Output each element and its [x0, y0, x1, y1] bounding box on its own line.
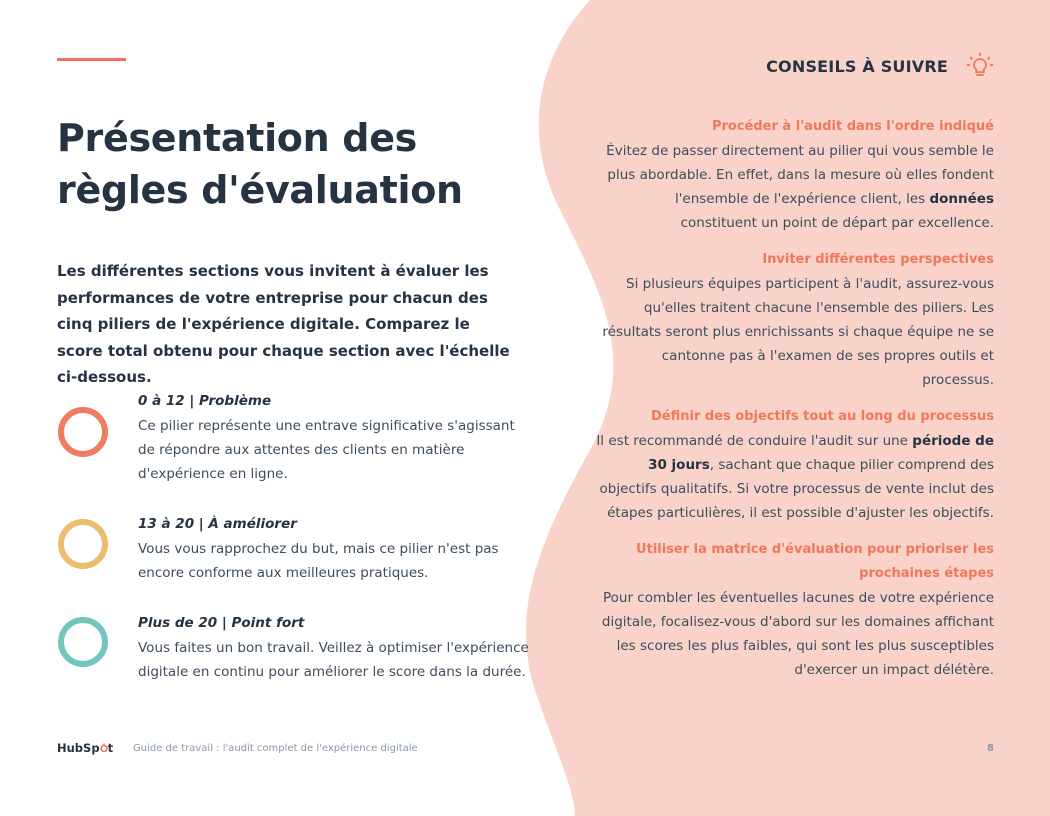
score-ring-improve — [58, 519, 108, 569]
page-title: Présentation des règles d'évaluation — [57, 116, 463, 212]
title-accent-line — [57, 58, 126, 61]
tip-emphasis: données — [929, 191, 994, 207]
page-number: 8 — [987, 743, 994, 754]
score-ring-strong — [58, 617, 108, 667]
tip-item — [596, 248, 994, 392]
tip-heading: Utiliser la matrice d'évaluation pour prioriser les prochaines étapes — [636, 542, 994, 581]
intro-paragraph: Les différentes sections vous invitent à évaluer les performances de votre entreprise pour chacun des cinq piliers de l'expérience digitale. Comparez le score total obtenu pour chaque section avec l'échelle ci-dessous. — [57, 262, 510, 386]
score-level-text: Ce pilier représente une entrave significative s'agissant de répondre aux attentes des clients en matière d'expérience en ligne. — [138, 418, 515, 482]
tip-body: Si plusieurs équipes participent à l'audit, assurez-vous qu'elles traitent chacune l'ensemble des piliers. Les résultats seront plus enrichissants si chaque équipe ne se cantonne pas à l'examen de ses propres outils et processus. — [602, 276, 994, 388]
score-level-heading: Plus de 20 | Point fort — [138, 615, 305, 631]
tip-item — [596, 115, 994, 235]
score-level-text: Vous faites un bon travail. Veillez à optimiser l'expérience digitale en continu pour améliorer le score dans la durée. — [138, 640, 529, 680]
tip-item — [596, 538, 994, 682]
hubspot-logo: HubSp t — [57, 741, 114, 755]
footer-caption: Guide de travail : l'audit complet de l'expérience digitale — [133, 743, 418, 754]
tip-item — [596, 405, 994, 525]
tip-body: Pour combler les éventuelles lacunes de votre expérience digitale, focalisez-vous d'abord sur les domaines affichant les scores les plus faibles, qui sont les plus susceptibles d'exercer un impact délétère. — [601, 590, 994, 678]
lightbulb-icon — [966, 52, 994, 80]
tip-heading: Définir des objectifs tout au long du processus — [651, 409, 994, 424]
tip-body: Évitez de passer directement au pilier qui vous semble le plus abordable. En effet, dans la mesure où elles fondent l'ensemble de l'expérience client, les données constituent un point de départ par excellence. — [606, 143, 994, 231]
score-level-heading: 0 à 12 | Problème — [138, 393, 272, 409]
score-level-strong — [138, 613, 533, 684]
tip-emphasis: période de 30 jours — [648, 433, 994, 473]
tip-heading: Inviter différentes perspectives — [762, 252, 994, 267]
score-ring-problem — [58, 407, 108, 457]
tip-heading: Procéder à l'audit dans l'ordre indiqué — [711, 119, 994, 134]
tips-title: CONSEILS À SUIVRE — [766, 56, 948, 76]
score-level-improve — [138, 514, 533, 585]
score-level-heading: 13 à 20 | À améliorer — [138, 516, 297, 532]
score-level-problem — [138, 391, 533, 486]
tip-body: Il est recommandé de conduire l'audit sur une période de 30 jours, sachant que chaque pilier comprend des objectifs qualitatifs. Si votre processus de vente inclut des étapes particulières, il est possible d'ajuster les objectifs. — [596, 433, 994, 521]
score-level-text: Vous vous rapprochez du but, mais ce pilier n'est pas encore conforme aux meilleures pratiques. — [138, 541, 499, 581]
tips-list — [596, 115, 994, 695]
tips-header — [766, 52, 994, 80]
